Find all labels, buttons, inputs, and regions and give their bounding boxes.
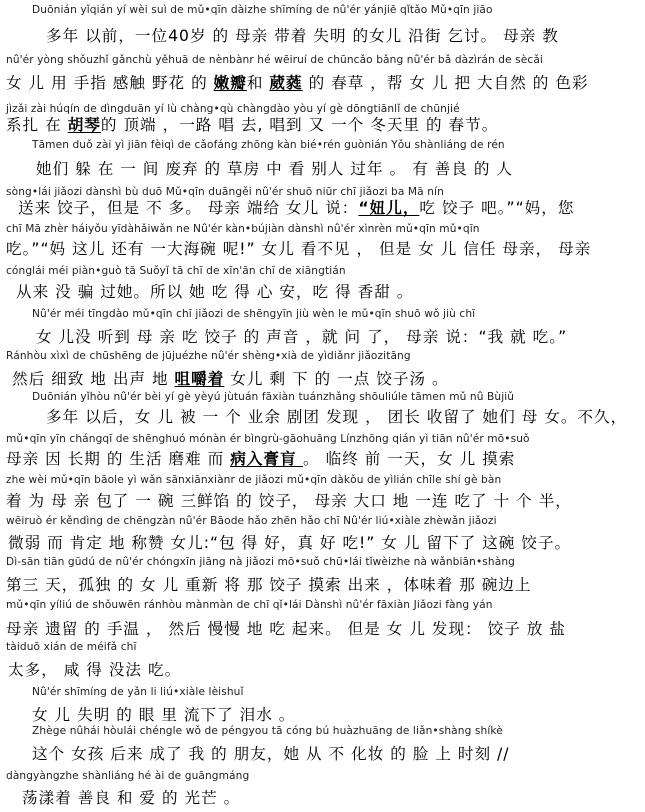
text-segment: 这个 女孩 后来 成了 我 的 朋友，她 从 不 化妆 的 脸 上 时刻 // xyxy=(32,745,510,763)
text-segment: 女 儿 失明 的 眼 里 流下了 泪水 。 xyxy=(32,706,296,724)
text-segment: Ránhòu xìxì de chūshēng de jūjuézhe nǚ'ér shèng•xià de yìdiǎnr jiǎozitāng xyxy=(6,350,411,362)
hanzi-line xyxy=(0,617,645,639)
pinyin-line xyxy=(0,641,645,653)
hanzi-line xyxy=(0,367,645,389)
text-segment: zhe wèi mǔ•qīn bāole yì wǎn sānxiānxiànr de jiǎozi mǔ•qīn dàkǒu de yìlián chīle shí gè bàn xyxy=(6,474,502,486)
hanzi-line xyxy=(0,447,645,469)
hanzi-line xyxy=(0,280,645,302)
text-segment: tàiduō xián de méifǎ chī xyxy=(6,641,137,653)
highlighted-word: 胡琴 xyxy=(67,116,101,134)
text-segment: 着 为 母 亲 包了 一 碗 三鲜馅 的 饺子， 母亲 大口 地 一连 吃了 十 个 半， xyxy=(6,492,572,510)
text-segment: 女儿 剩 下 的 一点 饺子汤 。 xyxy=(224,370,449,388)
text-segment: 第三 天，孤独 的 女 儿 重新 将 那 饺子 摸索 出来 ，体味着 那 碗边上 xyxy=(6,576,532,594)
text-segment: Duōnián yǐhòu nǚ'ér bèi yí gè yèyú jùtuán fāxiàn tuánzhǎng shōuliúle tāmen mǔ nǚ Bùjiǔ xyxy=(32,391,515,403)
pinyin-line xyxy=(0,770,645,782)
text-segment: 母亲 因 长期 的 生活 磨难 而 xyxy=(6,450,231,468)
text-segment: 和 xyxy=(246,74,270,92)
hanzi-line xyxy=(0,703,645,725)
text-segment: 太多， 咸 得 没法 吃。 xyxy=(8,661,182,679)
text-segment: 她们 躲 在 一 间 废弃 的 草房 中 看 别人 过年 。 有 善良 的 人 xyxy=(36,160,513,178)
pinyin-line xyxy=(0,308,645,320)
text-segment: cónglái méi piàn•guò tā Suǒyǐ tā chī de xīn'ān chī de xiāngtián xyxy=(6,265,346,277)
text-segment: 系扎 在 xyxy=(6,116,68,134)
text-segment: Duōnián yǐqián yí wèi suì de mǔ•qīn dàizhe shīmíng de nǚ'ér yánjiē qǐtǎo Mǔ•qīn jiāo xyxy=(32,4,493,16)
text-segment: 。 临终 前 一天，女 儿 摸索 xyxy=(303,450,516,468)
text-segment: 吃 饺子 吧。”“妈，您 xyxy=(419,199,575,217)
pinyin-line xyxy=(0,433,645,445)
text-segment: Dì-sān tiān gūdú de nǚ'ér chóngxīn jiāng nà jiǎozi mō•suǒ chū•lái tǐwèizhe nà wǎnbiān•shàng xyxy=(6,556,515,568)
hanzi-line xyxy=(0,786,645,808)
text-segment: chī Mā zhèr háiyǒu yīdàhǎiwǎn ne Nǚ'ér kàn•bújiàn dànshì nǚ'ér xìnrèn mǔ•qīn mǔ•qīn xyxy=(6,223,480,235)
hanzi-line xyxy=(0,658,645,680)
pinyin-line xyxy=(0,139,645,151)
text-segment: 多年 以前，一位40岁 的 母亲 带着 失明 的女儿 沿街 乞讨。 母亲 教 xyxy=(46,27,559,45)
hanzi-line xyxy=(0,237,645,259)
hanzi-line xyxy=(0,325,645,347)
text-segment: jìzǎi zài húqín de dìngduān yí lù chàng•qù chàngdào yòu yí gè dōngtiānlǐ de chūnjié xyxy=(6,103,460,115)
text-segment: Nǚ'ér shīmíng de yǎn li liú•xiàle lèishuǐ xyxy=(32,686,244,698)
hanzi-line xyxy=(0,24,645,46)
hanzi-line xyxy=(0,531,645,553)
highlighted-word: 嫩瓣 xyxy=(213,74,247,92)
text-segment: sòng•lái jiǎozi dànshì bù duō Mǔ•qīn duāngěi nǚ'ér shuō niūr chī jiǎozi ba Mā nín xyxy=(6,186,444,198)
pinyin-line xyxy=(0,54,645,66)
text-segment: mǔ•qīn yīn chángqī de shēnghuó mónàn ér bìngrù-gāohuāng Línzhōng qián yì tiān nǚ'ér mō•suǒ xyxy=(6,433,530,445)
text-segment: 然后 细致 地 出声 地 xyxy=(12,370,175,388)
text-segment: 从来 没 骗 过她。所以 她 吃 得 心 安，吃 得 香甜 。 xyxy=(16,283,414,301)
hanzi-line xyxy=(0,573,645,595)
text-segment: 女 儿没 听到 母 亲 吃 饺子 的 声音 ，就 问 了， 母亲 说：“我 就 吃。” xyxy=(36,328,568,346)
hanzi-line xyxy=(0,157,645,179)
pinyin-line xyxy=(0,474,645,486)
hanzi-line xyxy=(0,489,645,511)
highlighted-word: “妞儿， xyxy=(358,199,420,217)
pinyin-line xyxy=(0,725,645,737)
text-segment: wēiruò ér kěndìng de chēngzàn nǚ'ér Bāode hǎo zhēn hǎo chī Nǚ'ér liú•xiàle zhèwǎn jiǎozi xyxy=(6,515,497,527)
highlighted-word: 病入膏肓 xyxy=(230,450,304,468)
text-segment: Tāmen duǒ zài yì jiān fèiqì de cǎofáng zhōng kàn bié•rén guònián Yǒu shànliáng de rén xyxy=(32,139,505,151)
text-segment: Nǚ'ér méi tīngdào mǔ•qīn chī jiǎozi de shēngyīn jiù wèn le mǔ•qīn shuō wǒ jiù chī xyxy=(32,308,476,320)
pinyin-line xyxy=(0,391,645,403)
text-segment: 吃。”“妈 这儿 还有 一大海碗 呢!” 女儿 看不见 ， 但是 女 儿 信任 母亲， 母亲 xyxy=(6,240,592,258)
text-segment: 微弱 而 肯定 地 称赞 女儿:“包 得 好，真 好 吃!” 女 儿 留下了 这碗 饺子。 xyxy=(8,534,572,552)
pinyin-line xyxy=(0,599,645,611)
pinyin-line xyxy=(0,223,645,235)
hanzi-line xyxy=(0,742,645,764)
pinyin-line xyxy=(0,556,645,568)
text-segment: 送来 饺子，但是 不 多。 母亲 端给 女儿 说： xyxy=(18,199,359,217)
hanzi-line xyxy=(0,113,645,135)
hanzi-line xyxy=(0,405,645,427)
text-segment: nǚ'ér yòng shǒuzhǐ gǎnchù yěhuā de nènbànr hé wēiruí de chūncǎo bǎng nǚ'ér bǎ dàzìrán de sècǎi xyxy=(6,54,543,66)
pinyin-line xyxy=(0,350,645,362)
text-segment: 多年 以后，女 儿 被 一 个 业余 剧团 发现 ， 团长 收留了 她们 母 女。不久， xyxy=(46,408,628,426)
pinyin-line xyxy=(0,4,645,16)
pinyin-line xyxy=(0,265,645,277)
text-segment: 荡漾着 善良 和 爱 的 光芒 。 xyxy=(22,789,241,807)
text-segment: Zhège nǚhái hòulái chéngle wǒ de péngyou tā cóng bú huàzhuāng de liǎn•shàng shíkè xyxy=(32,725,503,737)
highlighted-word: 葳蕤 xyxy=(269,74,303,92)
text-segment: dàngyàngzhe shànliáng hé ài de guāngmáng xyxy=(6,770,250,782)
text-segment: 的 顶端 ，一路 唱 去, 唱到 又 一个 冬天里 的 春节。 xyxy=(100,116,499,134)
text-segment: 母亲 遗留 的 手温 ， 然后 慢慢 地 吃 起来。 但是 女 儿 发现： 饺子 放 盐 xyxy=(6,620,566,638)
pinyin-line xyxy=(0,686,645,698)
text-segment: mǔ•qīn yíliú de shǒuwēn ránhòu mànmàn de chī qǐ•lái Dànshì nǚ'ér fāxiàn Jiǎozi fàng yán xyxy=(6,599,493,611)
hanzi-line xyxy=(0,196,645,218)
hanzi-line xyxy=(0,71,645,93)
text-segment: 女 儿 用 手指 感触 野花 的 xyxy=(6,74,214,92)
highlighted-word: 咀嚼着 xyxy=(174,370,225,388)
text-segment: 的 春草 ，帮 女 儿 把 大自然 的 色彩 xyxy=(302,74,589,92)
pinyin-line xyxy=(0,515,645,527)
